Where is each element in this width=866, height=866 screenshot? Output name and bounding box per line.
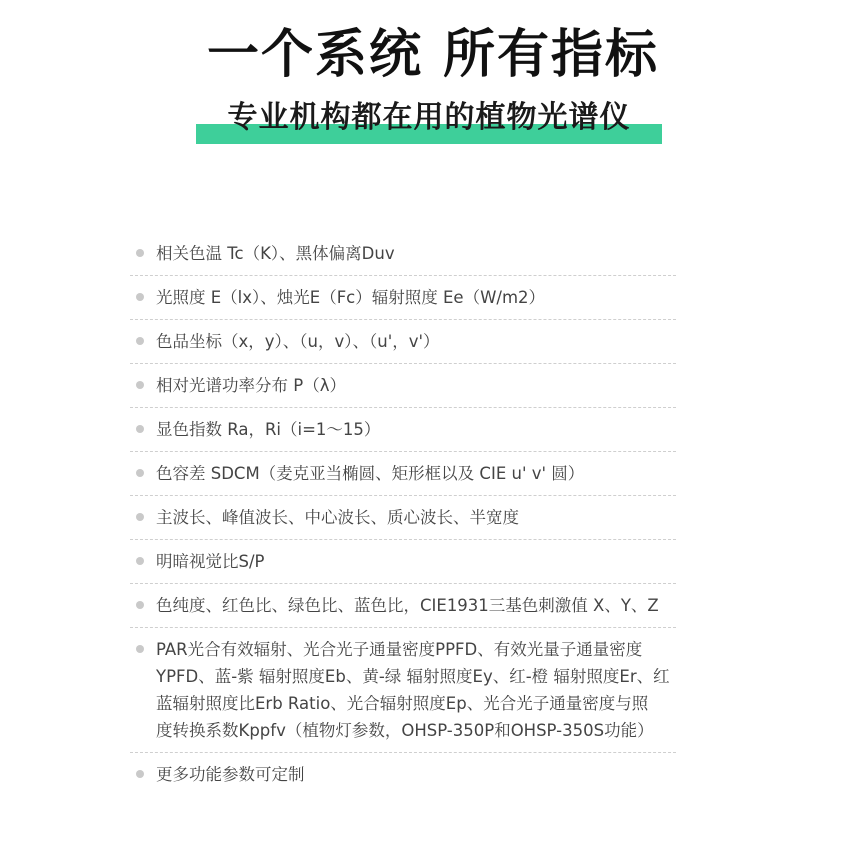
feature-text: 主波长、峰值波长、中心波长、质心波长、半宽度 <box>156 508 519 527</box>
feature-text: PAR光合有效辐射、光合光子通量密度PPFD、有效光量子通量密度 YPFD、蓝-紫 辐射照度Eb、黄-绿 辐射照度Ey、红-橙 辐射照度Er、红 蓝辐射照度比Erb Ratio、光合辐射照度Ep、光合光子通量密度与照 度转换系数Kppfv（植物灯参数，OHSP-350P和OHSP-350S功能） <box>156 640 670 740</box>
feature-text: 色品坐标（x，y）、（u，v）、（u'，v'） <box>156 332 440 351</box>
feature-list <box>130 232 676 796</box>
feature-text: 更多功能参数可定制 <box>156 765 305 784</box>
subtitle-banner <box>196 98 662 144</box>
bullet-icon <box>136 337 144 345</box>
list-item <box>130 232 676 276</box>
list-item <box>130 408 676 452</box>
bullet-icon <box>136 425 144 433</box>
bullet-icon <box>136 513 144 521</box>
page-title: 一个系统 所有指标 <box>206 25 660 85</box>
feature-text: 明暗视觉比S/P <box>156 552 265 571</box>
feature-text: 色容差 SDCM（麦克亚当椭圆、矩形框以及 CIE u' v' 圆） <box>156 464 585 483</box>
bullet-icon <box>136 557 144 565</box>
list-item <box>130 628 676 753</box>
page-subtitle: 专业机构都在用的植物光谱仪 <box>227 100 631 135</box>
list-item <box>130 540 676 584</box>
feature-text: 光照度 E（lx）、烛光E（Fc）辐射照度 Ee（W/m2） <box>156 288 546 307</box>
list-item <box>130 320 676 364</box>
list-item <box>130 452 676 496</box>
feature-text: 色纯度、红色比、绿色比、蓝色比，CIE1931三基色刺激值 X、Y、Z <box>156 596 659 615</box>
list-item <box>130 496 676 540</box>
list-item <box>130 584 676 628</box>
feature-text: 相对光谱功率分布 P（λ） <box>156 376 346 395</box>
list-item <box>130 364 676 408</box>
bullet-icon <box>136 601 144 609</box>
bullet-icon <box>136 249 144 257</box>
bullet-icon <box>136 469 144 477</box>
list-item <box>130 753 676 796</box>
bullet-icon <box>136 381 144 389</box>
bullet-icon <box>136 770 144 778</box>
feature-text: 相关色温 Tc（K）、黑体偏离Duv <box>156 244 395 263</box>
bullet-icon <box>136 293 144 301</box>
feature-text: 显色指数 Ra，Ri（i=1～15） <box>156 420 381 439</box>
bullet-icon <box>136 645 144 653</box>
list-item <box>130 276 676 320</box>
